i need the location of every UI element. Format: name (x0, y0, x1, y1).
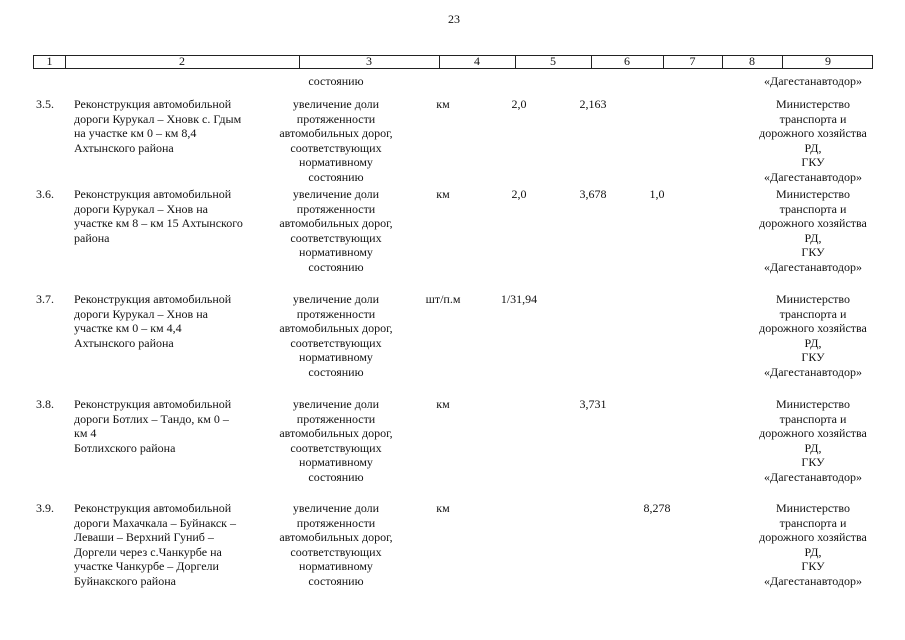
responsible (750, 292, 876, 380)
row-number: 3.9. (36, 501, 54, 515)
responsible (750, 97, 876, 185)
responsible-line: «Дагестанавтодор» (764, 469, 862, 484)
measure-name-line: Реконструкция автомобильной (74, 397, 232, 411)
value-col-5: 1/31,94 (500, 292, 538, 306)
indicator-line: протяженности (296, 515, 376, 530)
measure-name-line: дороги Курукал – Хнов на (74, 201, 208, 216)
measure-name-line: Буйнакского района (74, 573, 176, 588)
value-col-6: 3,731 (579, 397, 607, 411)
responsible-line: Министерство (776, 501, 850, 515)
measure-name (74, 187, 264, 245)
indicator-line: нормативному (299, 559, 373, 574)
header-col-2: 2 (179, 54, 185, 68)
responsible (750, 187, 876, 275)
value-col-7: 8,278 (643, 501, 671, 515)
indicator-line: состоянию (308, 573, 364, 588)
indicator (268, 292, 404, 380)
indicator-line: соответствующих (290, 544, 382, 559)
measure-name-line: Ботлихского района (74, 440, 176, 455)
responsible-line: транспорта и (779, 201, 847, 216)
measure-name-line: Реконструкция автомобильной (74, 501, 232, 515)
header-col-4: 4 (474, 54, 480, 68)
value-col-5: 2,0 (511, 187, 527, 201)
indicator-line: нормативному (299, 155, 373, 170)
responsible-line: дорожного хозяйства (759, 426, 867, 441)
responsible-line: Министерство (776, 292, 850, 306)
responsible-line: РД, (804, 140, 822, 155)
responsible-line: РД, (804, 230, 822, 245)
measure-name (74, 397, 264, 455)
responsible-line: ГКУ (801, 559, 825, 574)
header-col-6: 6 (624, 54, 630, 68)
indicator-line: нормативному (299, 245, 373, 260)
responsible-line: дорожного хозяйства (759, 530, 867, 545)
indicator-line: соответствующих (290, 335, 382, 350)
unit: км (436, 397, 450, 411)
indicator-line: нормативному (299, 455, 373, 470)
unit: км (436, 501, 450, 515)
responsible-line: транспорта и (779, 411, 847, 426)
indicator-line: увеличение доли (292, 292, 380, 306)
responsible-line: ГКУ (801, 350, 825, 365)
value-col-7: 1,0 (649, 187, 665, 201)
page-number: 23 (448, 12, 460, 26)
responsible (750, 501, 876, 589)
indicator-line: увеличение доли (292, 397, 380, 411)
measure-name (74, 97, 264, 155)
unit: шт/п.м (425, 292, 461, 306)
indicator-line: увеличение доли (292, 97, 380, 111)
row-number: 3.7. (36, 292, 54, 306)
measure-name-line: Ахтынского района (74, 140, 174, 155)
header-col-5: 5 (550, 54, 556, 68)
responsible-line: ГКУ (801, 245, 825, 260)
responsible-line: транспорта и (779, 111, 847, 126)
responsible-line: дорожного хозяйства (759, 126, 867, 141)
indicator (268, 501, 404, 589)
measure-name-line: Реконструкция автомобильной (74, 187, 232, 201)
header-col-3: 3 (366, 54, 372, 68)
row-number: 3.5. (36, 97, 54, 111)
responsible-line: «Дагестанавтодор» (764, 259, 862, 274)
continued-indicator: состоянию (308, 74, 364, 88)
row-number: 3.8. (36, 397, 54, 411)
value-col-6: 2,163 (579, 97, 607, 111)
indicator-line: автомобильных дорог, (279, 426, 393, 441)
responsible-line: дорожного хозяйства (759, 321, 867, 336)
responsible-line: «Дагестанавтодор» (764, 169, 862, 184)
measure-name-line: участке км 0 – км 4,4 (74, 321, 182, 336)
header-col-8: 8 (749, 54, 755, 68)
responsible-line: Министерство (776, 97, 850, 111)
indicator-line: соответствующих (290, 140, 382, 155)
indicator (268, 397, 404, 485)
measure-name-line: Реконструкция автомобильной (74, 97, 232, 111)
indicator-line: состоянию (308, 169, 364, 184)
responsible-line: РД, (804, 544, 822, 559)
indicator-line: автомобильных дорог, (279, 321, 393, 336)
unit: км (436, 187, 450, 201)
indicator-line: состоянию (308, 469, 364, 484)
indicator-line: протяженности (296, 111, 376, 126)
responsible (750, 397, 876, 485)
value-col-5: 2,0 (511, 97, 527, 111)
value-col-6: 3,678 (579, 187, 607, 201)
measure-name-line: Доргели через с.Чанкурбе на (74, 544, 222, 559)
measure-name-line: км 4 (74, 426, 97, 441)
responsible-line: «Дагестанавтодор» (764, 364, 862, 379)
row-number: 3.6. (36, 187, 54, 201)
responsible-line: РД, (804, 440, 822, 455)
unit: км (436, 97, 450, 111)
measure-name-line: на участке км 0 – км 8,4 (74, 126, 197, 141)
responsible-line: транспорта и (779, 515, 847, 530)
measure-name-line: района (74, 230, 110, 245)
responsible-line: Министерство (776, 397, 850, 411)
header-col-1: 1 (46, 54, 53, 68)
indicator-line: автомобильных дорог, (279, 216, 393, 231)
responsible-line: ГКУ (801, 455, 825, 470)
header-col-7: 7 (689, 54, 696, 68)
indicator-line: нормативному (299, 350, 373, 365)
indicator-line: увеличение доли (292, 501, 380, 515)
responsible-line: дорожного хозяйства (759, 216, 867, 231)
indicator-line: увеличение доли (292, 187, 380, 201)
measure-name-line: дороги Курукал – Хнов на (74, 306, 208, 321)
indicator-line: соответствующих (290, 230, 382, 245)
responsible-line: Министерство (776, 187, 850, 201)
indicator-line: автомобильных дорог, (279, 530, 393, 545)
indicator-line: состоянию (308, 259, 364, 274)
measure-name-line: дороги Ботлих – Тандо, км 0 – (74, 411, 229, 426)
measure-name (74, 292, 264, 350)
indicator (268, 187, 404, 275)
responsible-line: транспорта и (779, 306, 847, 321)
indicator (268, 97, 404, 185)
indicator-line: протяженности (296, 411, 376, 426)
measure-name-line: дороги Махачкала – Буйнакск – (74, 515, 237, 530)
indicator-line: состоянию (308, 364, 364, 379)
indicator-line: соответствующих (290, 440, 382, 455)
responsible-line: ГКУ (801, 155, 825, 170)
header-col-9: 9 (825, 54, 831, 68)
measure-name-line: дороги Курукал – Хновк с. Гдым (74, 111, 242, 126)
indicator-line: протяженности (296, 201, 376, 216)
indicator-line: автомобильных дорог, (279, 126, 393, 141)
measure-name-line: участке Чанкурбе – Доргели (74, 559, 219, 574)
measure-name-line: Реконструкция автомобильной (74, 292, 232, 306)
measure-name-line: Ахтынского района (74, 335, 174, 350)
responsible-line: РД, (804, 335, 822, 350)
continued-responsible: «Дагестанавтодор» (764, 74, 862, 88)
measure-name-line: участке км 8 – км 15 Ахтынского (74, 216, 243, 231)
measure-name (74, 501, 264, 589)
indicator-line: протяженности (296, 306, 376, 321)
responsible-line: «Дагестанавтодор» (764, 573, 862, 588)
table-header (33, 55, 873, 69)
measure-name-line: Леваши – Верхний Гуниб – (74, 530, 214, 545)
